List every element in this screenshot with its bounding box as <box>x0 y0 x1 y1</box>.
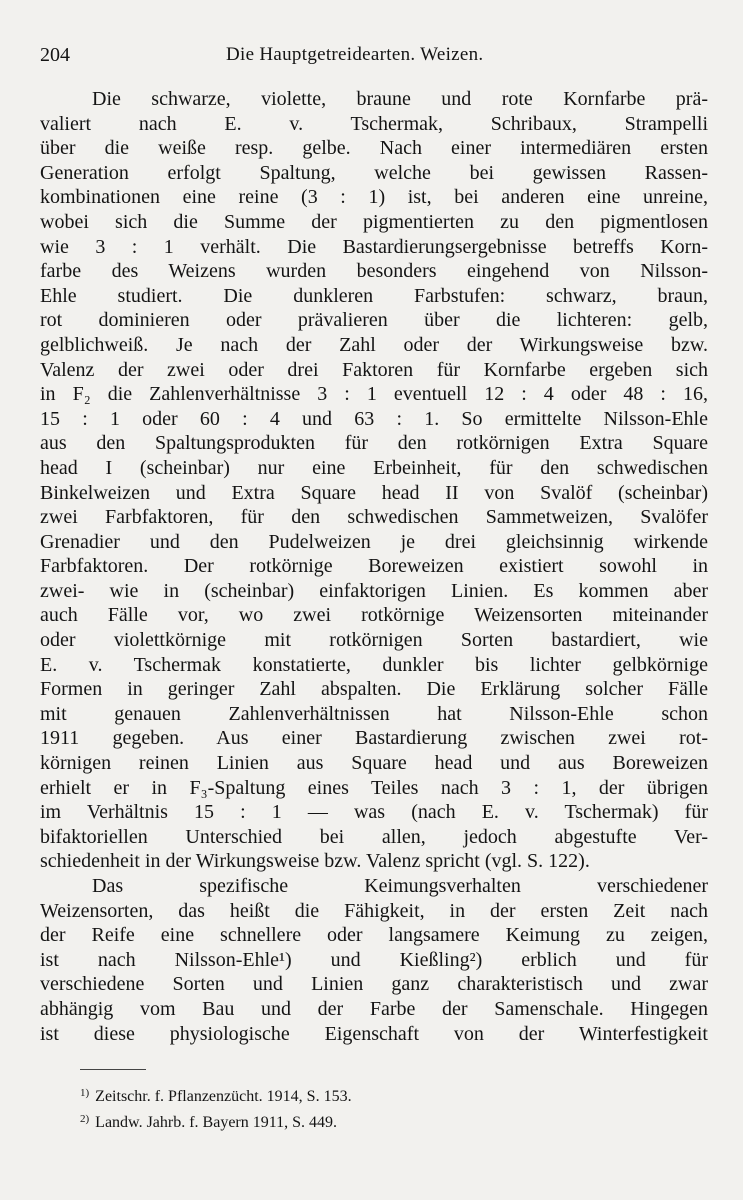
text-line: erhielt er in F₃-Spaltung eines Teiles nach 3 : 1, der übrigen <box>40 776 708 799</box>
text-line: körnigen reinen Linien aus Square head und aus Boreweizen <box>40 752 708 775</box>
footnote-rule <box>80 1069 146 1070</box>
text-line: Weizensorten, das heißt die Fähigkeit, in der ersten Zeit nach <box>40 899 708 922</box>
text-line: im Verhältnis 15 : 1 — was (nach E. v. Tschermak) für <box>40 801 708 824</box>
text-line: Formen in geringer Zahl abspalten. Die Erklärung solcher Fälle <box>40 678 708 701</box>
text-line: rot dominieren oder prävalieren über die lichteren: gelb, <box>40 309 708 332</box>
text-line: valiert nach E. v. Tschermak, Schribaux, Strampelli <box>40 112 708 135</box>
text-line: bifaktoriellen Unterschied bei allen, jedoch abgestufte Ver- <box>40 825 708 848</box>
text-line: Grenadier und den Pudelweizen je drei gleichsinnig wirkende <box>40 530 708 553</box>
text-line: verschiedene Sorten und Linien ganz charakteristisch und zwar <box>40 973 708 996</box>
text-line: über die weiße resp. gelbe. Nach einer intermediären ersten <box>40 137 708 160</box>
text-line: in F₂ die Zahlenverhältnisse 3 : 1 eventuell 12 : 4 oder 48 : 16, <box>40 383 708 406</box>
text-line: wie 3 : 1 verhält. Die Bastardierungsergebnisse betreffs Korn- <box>40 235 708 258</box>
page-number: 204 <box>40 44 70 66</box>
text-line: Binkelweizen und Extra Square head II von Svalöf (scheinbar) <box>40 481 708 504</box>
text-line: mit genauen Zahlenverhältnissen hat Nilsson-Ehle schon <box>40 702 708 725</box>
text-line: aus den Spaltungsprodukten für den rotkörnigen Extra Square <box>40 432 708 455</box>
footnote-mark: 2) <box>80 1113 90 1125</box>
text-line: Das spezifische Keimungsverhalten verschiedener <box>92 875 708 897</box>
text-line: zwei Farbfaktoren, für den schwedischen Sammetweizen, Svalöfer <box>40 506 708 529</box>
footnotes <box>80 1069 708 1134</box>
footnote-2 <box>80 1108 708 1134</box>
footnote-text: Zeitschr. f. Pflanzenzücht. 1914, S. 153. <box>95 1088 352 1105</box>
text-line: ist nach Nilsson-Ehle¹) und Kießling²) erblich und für <box>40 948 708 971</box>
running-title: Die Hauptgetreidearten. Weizen. <box>226 44 484 65</box>
footnote-text: Landw. Jahrb. f. Bayern 1911, S. 449. <box>95 1114 338 1131</box>
text-line: der Reife eine schnellere oder langsamere Keimung zu zeigen, <box>40 924 708 947</box>
text-line: gelblichweiß. Je nach der Zahl oder der Wirkungsweise bzw. <box>40 333 708 356</box>
footnote-1 <box>80 1082 708 1108</box>
body-text <box>40 87 708 1046</box>
text-line: Valenz der zwei oder drei Faktoren für Kornfarbe ergeben sich <box>40 358 708 381</box>
text-line: auch Fälle vor, wo zwei rotkörnige Weizensorten miteinander <box>40 604 708 627</box>
text-line: Farbfaktoren. Der rotkörnige Boreweizen existiert sowohl in <box>40 555 708 578</box>
text-line: wobei sich die Summe der pigmentierten zu den pigmentlosen <box>40 210 708 233</box>
text-line: Die schwarze, violette, braune und rote Kornfarbe prä- <box>92 88 708 110</box>
text-line: Ehle studiert. Die dunkleren Farbstufen: schwarz, braun, <box>40 284 708 307</box>
text-line: oder violettkörnige mit rotkörnigen Sorten bastardiert, wie <box>40 629 708 652</box>
text-line: kombinationen eine reine (3 : 1) ist, bei anderen eine unreine, <box>40 186 708 209</box>
text-line: farbe des Weizens wurden besonders eingehend von Nilsson- <box>40 260 708 283</box>
text-line: zwei- wie in (scheinbar) einfaktorigen Linien. Es kommen aber <box>40 579 708 602</box>
text-line: abhängig vom Bau und der Farbe der Samenschale. Hingegen <box>40 997 708 1020</box>
text-line: 15 : 1 oder 60 : 4 und 63 : 1. So ermittelte Nilsson-Ehle <box>40 407 708 430</box>
text-line: E. v. Tschermak konstatierte, dunkler bis lichter gelbkörnige <box>40 653 708 676</box>
page-header <box>40 44 708 74</box>
text-line: Generation erfolgt Spaltung, welche bei gewissen Rassen- <box>40 161 708 184</box>
text-line: head I (scheinbar) nur eine Erbeinheit, für den schwedischen <box>40 456 708 479</box>
text-line: 1911 gegeben. Aus einer Bastardierung zwischen zwei rot- <box>40 727 708 750</box>
text-line: schiedenheit in der Wirkungsweise bzw. Valenz spricht (vgl. S. 122). <box>40 850 590 873</box>
footnote-mark: 1) <box>80 1087 90 1099</box>
text-line: ist diese physiologische Eigenschaft von der Winterfestigkeit <box>40 1022 708 1045</box>
